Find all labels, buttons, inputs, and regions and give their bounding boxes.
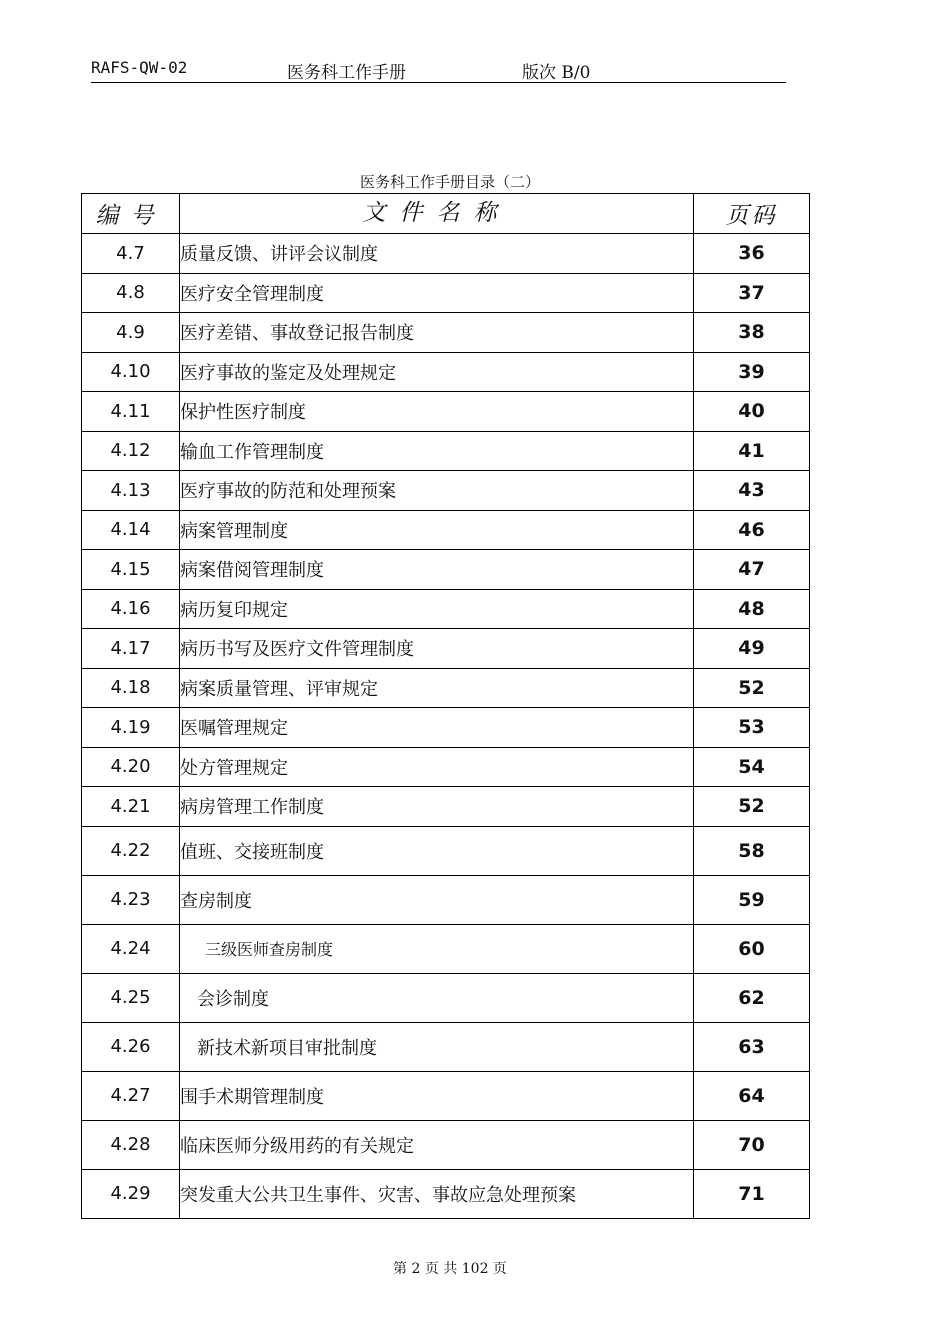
entry-name: 质量反馈、讲评会议制度 xyxy=(180,234,694,274)
table-row xyxy=(82,875,810,924)
entry-number: 4.28 xyxy=(82,1120,180,1169)
entry-name: 病历复印规定 xyxy=(180,589,694,629)
table-row xyxy=(82,313,810,353)
entry-name: 围手术期管理制度 xyxy=(180,1071,694,1120)
table-row xyxy=(82,273,810,313)
table-row xyxy=(82,1071,810,1120)
column-header-page: 页码 xyxy=(694,194,810,234)
entry-number: 4.26 xyxy=(82,1022,180,1071)
entry-number: 4.9 xyxy=(82,313,180,353)
entry-number: 4.27 xyxy=(82,1071,180,1120)
entry-name: 病历书写及医疗文件管理制度 xyxy=(180,629,694,669)
entry-number: 4.12 xyxy=(82,431,180,471)
entry-number: 4.10 xyxy=(82,352,180,392)
entry-page: 71 xyxy=(694,1169,810,1218)
entry-page: 64 xyxy=(694,1071,810,1120)
table-row xyxy=(82,392,810,432)
entry-number: 4.13 xyxy=(82,471,180,511)
entry-name: 保护性医疗制度 xyxy=(180,392,694,432)
table-row xyxy=(82,924,810,973)
entry-number: 4.8 xyxy=(82,273,180,313)
entry-name: 会诊制度 xyxy=(180,973,694,1022)
entry-number: 4.29 xyxy=(82,1169,180,1218)
entry-name: 医疗事故的防范和处理预案 xyxy=(180,471,694,511)
table-row xyxy=(82,352,810,392)
table-row xyxy=(82,1022,810,1071)
entry-name: 临床医师分级用药的有关规定 xyxy=(180,1120,694,1169)
toc-header-row xyxy=(82,194,810,234)
document-code: RAFS-QW-02 xyxy=(91,58,188,77)
table-row xyxy=(82,471,810,511)
toc-body xyxy=(82,234,810,1219)
entry-number: 4.15 xyxy=(82,550,180,590)
entry-name: 病案管理制度 xyxy=(180,510,694,550)
table-row xyxy=(82,550,810,590)
table-row xyxy=(82,787,810,827)
entry-name: 病案质量管理、评审规定 xyxy=(180,668,694,708)
entry-page: 62 xyxy=(694,973,810,1022)
toc-table xyxy=(81,193,810,1219)
table-row xyxy=(82,510,810,550)
entry-name: 三级医师查房制度 xyxy=(180,924,694,973)
entry-number: 4.25 xyxy=(82,973,180,1022)
entry-number: 4.7 xyxy=(82,234,180,274)
entry-name: 病房管理工作制度 xyxy=(180,787,694,827)
entry-page: 36 xyxy=(694,234,810,274)
entry-page: 39 xyxy=(694,352,810,392)
page-footer: 第 2 页 共 102 页 xyxy=(393,1261,507,1277)
entry-number: 4.17 xyxy=(82,629,180,669)
entry-page: 59 xyxy=(694,875,810,924)
entry-name: 突发重大公共卫生事件、灾害、事故应急处理预案 xyxy=(180,1169,694,1218)
table-row xyxy=(82,234,810,274)
entry-page: 60 xyxy=(694,924,810,973)
entry-page: 46 xyxy=(694,510,810,550)
table-row xyxy=(82,1120,810,1169)
entry-number: 4.11 xyxy=(82,392,180,432)
manual-title: 医务科工作手册 xyxy=(287,63,406,83)
entry-name: 医疗安全管理制度 xyxy=(180,273,694,313)
entry-name: 查房制度 xyxy=(180,875,694,924)
entry-page: 48 xyxy=(694,589,810,629)
entry-number: 4.20 xyxy=(82,747,180,787)
entry-page: 58 xyxy=(694,826,810,875)
table-row xyxy=(82,668,810,708)
table-row xyxy=(82,629,810,669)
toc-title: 医务科工作手册目录（二） xyxy=(359,173,540,191)
entry-page: 41 xyxy=(694,431,810,471)
entry-number: 4.16 xyxy=(82,589,180,629)
entry-number: 4.21 xyxy=(82,787,180,827)
entry-name: 医疗差错、事故登记报告制度 xyxy=(180,313,694,353)
entry-name: 医嘱管理规定 xyxy=(180,708,694,748)
entry-page: 37 xyxy=(694,273,810,313)
entry-page: 52 xyxy=(694,668,810,708)
table-row xyxy=(82,589,810,629)
table-row xyxy=(82,973,810,1022)
entry-page: 52 xyxy=(694,787,810,827)
entry-page: 53 xyxy=(694,708,810,748)
entry-number: 4.18 xyxy=(82,668,180,708)
entry-page: 47 xyxy=(694,550,810,590)
entry-number: 4.22 xyxy=(82,826,180,875)
page-header xyxy=(91,58,786,83)
table-row xyxy=(82,826,810,875)
entry-name: 新技术新项目审批制度 xyxy=(180,1022,694,1071)
entry-name: 值班、交接班制度 xyxy=(180,826,694,875)
entry-page: 49 xyxy=(694,629,810,669)
table-row xyxy=(82,747,810,787)
table-row xyxy=(82,708,810,748)
entry-number: 4.19 xyxy=(82,708,180,748)
table-row xyxy=(82,1169,810,1218)
entry-name: 输血工作管理制度 xyxy=(180,431,694,471)
entry-page: 40 xyxy=(694,392,810,432)
entry-page: 63 xyxy=(694,1022,810,1071)
entry-number: 4.14 xyxy=(82,510,180,550)
entry-name: 病案借阅管理制度 xyxy=(180,550,694,590)
entry-name: 医疗事故的鉴定及处理规定 xyxy=(180,352,694,392)
entry-number: 4.24 xyxy=(82,924,180,973)
column-header-number: 编号 xyxy=(82,194,180,234)
entry-page: 54 xyxy=(694,747,810,787)
version-label: 版次 B/0 xyxy=(522,63,591,83)
entry-page: 70 xyxy=(694,1120,810,1169)
entry-page: 43 xyxy=(694,471,810,511)
entry-page: 38 xyxy=(694,313,810,353)
entry-number: 4.23 xyxy=(82,875,180,924)
entry-name: 处方管理规定 xyxy=(180,747,694,787)
table-row xyxy=(82,431,810,471)
column-header-name: 文件名称 xyxy=(180,194,694,234)
